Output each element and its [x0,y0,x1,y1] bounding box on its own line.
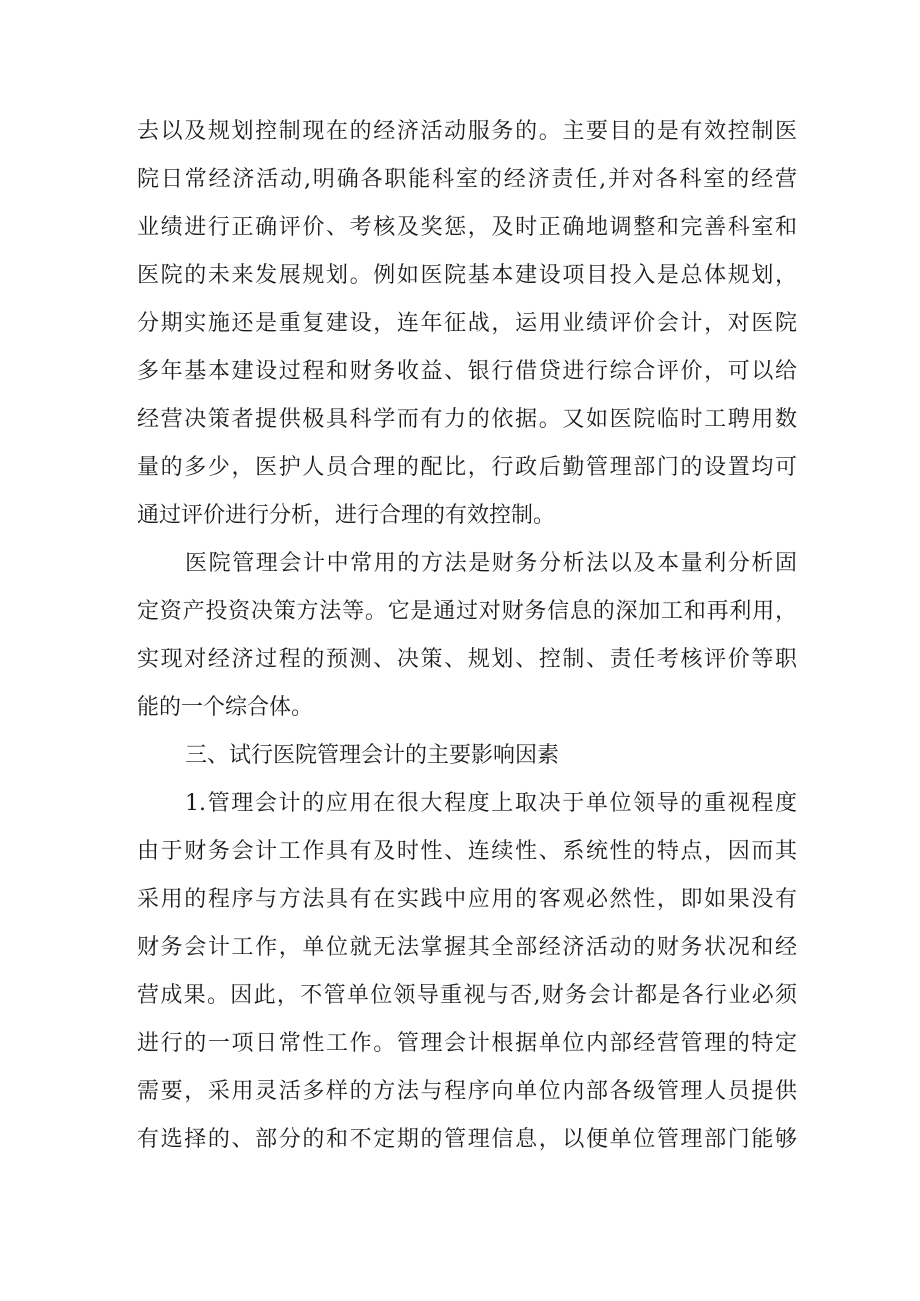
text-line-4: 医院的未来发展规划。例如医院基本建设项目投入是总体规划， [137,263,797,288]
text-line-10: 医院管理会计中常用的方法是财务分析法以及本量利分析固 [185,551,797,576]
text-line-9: 通过评价进行分析，进行合理的有效控制。 [137,503,556,528]
text-line-11: 定资产投资决策方法等。它是通过对财务信息的深加工和再利用， [137,599,797,624]
text-line-3: 业绩进行正确评价、考核及奖惩，及时正确地调整和完善科室和 [137,215,797,240]
text-line-22: 有选择的、部分的和不定期的管理信息，以便单位管理部门能够 [137,1127,797,1152]
text-line-6: 多年基本建设过程和财务收益、银行借贷进行综合评价，可以给 [137,359,797,384]
document-body [137,108,797,1164]
text-line-13: 能的一个综合体。 [137,695,314,720]
text-line-2: 院日常经济活动,明确各职能科室的经济责任,并对各科室的经营 [137,167,797,192]
text-line-17: 采用的程序与方法具有在实践中应用的客观必然性，即如果没有 [137,887,797,912]
text-line-21: 需要，采用灵活多样的方法与程序向单位内部各级管理人员提供 [137,1079,797,1104]
text-line-8: 量的多少，医护人员合理的配比，行政后勤管理部门的设置均可 [137,455,797,480]
text-line-7: 经营决策者提供极具科学而有力的依据。又如医院临时工聘用数 [137,407,797,432]
text-line-5: 分期实施还是重复建设，连年征战，运用业绩评价会计，对医院 [137,311,797,336]
section-heading: 三、试行医院管理会计的主要影响因素 [185,743,560,768]
subsection-heading: 1.管理会计的应用在很大程度上取决于单位领导的重视程度 [185,791,797,816]
text-line-16: 由于财务会计工作具有及时性、连续性、系统性的特点，因而其 [137,839,797,864]
text-line-20: 进行的一项日常性工作。管理会计根据单位内部经营管理的特定 [137,1031,797,1056]
text-line-18: 财务会计工作，单位就无法掌握其全部经济活动的财务状况和经 [137,935,797,960]
text-line-12: 实现对经济过程的预测、决策、规划、控制、责任考核评价等职 [137,647,797,672]
text-line-19: 营成果。因此，不管单位领导重视与否,财务会计都是各行业必须 [137,983,797,1008]
text-line-1: 去以及规划控制现在的经济活动服务的。主要目的是有效控制医 [137,119,797,144]
